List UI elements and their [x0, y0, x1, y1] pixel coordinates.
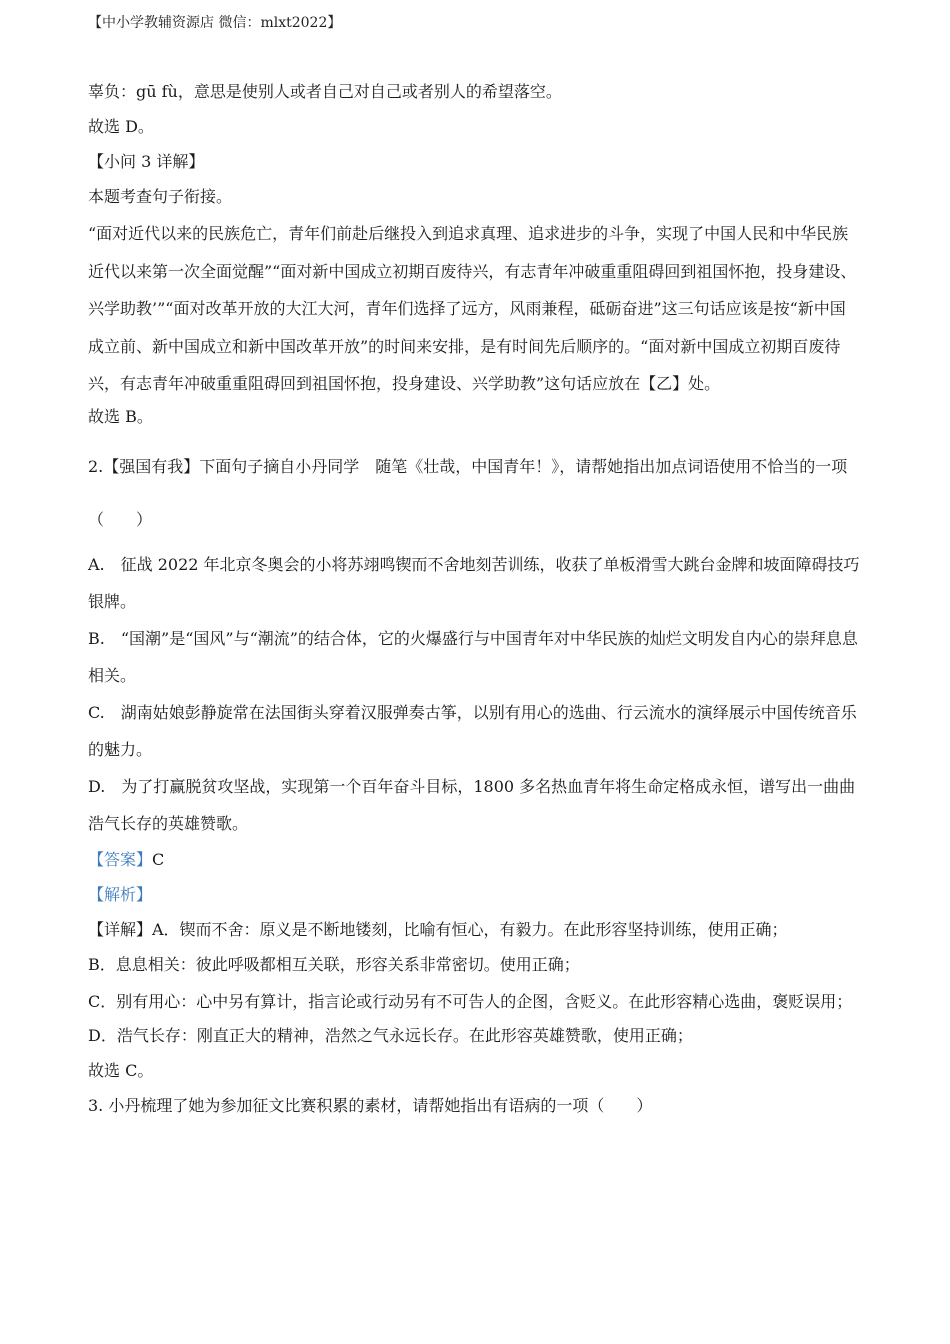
- question-2-option-a: A. 征战 2022 年北京冬奥会的小将苏翊鸣锲而不舍地刻苦训练，收获了单板滑雪大跳台金牌和坡面障碍技巧银牌。: [88, 554, 860, 611]
- answer-row: [88, 848, 860, 872]
- detail-a: 【详解】A．锲而不舍：原义是不断地镂刻，比喻有恒心，有毅力。在此形容坚持训练，使用正确；: [88, 919, 788, 939]
- q3-topic: 本题考查句子衔接。: [88, 187, 233, 206]
- detail-b: B．息息相关：彼此呼吸都相互关联，形容关系非常密切。使用正确；: [88, 954, 580, 974]
- question-2-stem: 2.【强国有我】下面句子摘自小丹同学 随笔《壮哉，中国青年！》，请帮她指出加点词语使用不恰当的一项（ ）: [88, 456, 848, 529]
- answer-label: 【答案】: [88, 849, 153, 869]
- detail-d: D．浩气长存：刚直正大的精神，浩然之气永远长存。在此形容英雄赞歌，使用正确；: [88, 1026, 693, 1045]
- q3-analysis: “面对近代以来的民族危亡，青年们前赴后继投入到追求真理、追求进步的斗争，实现了中国人民和中华民族近代以来第一次全面觉醒”“面对新中国成立初期百废待兴，有志青年冲破重重阻碍回到祖国怀抱，投身建设、兴学助教’”“面对改革开放的大江大河，青年们选择了远方，风雨兼程，砥砺奋进”这三句话应该是按“新中国成立前、新中国成立和新中国改革开放”的时间来安排，是有时间先后顺序的。“面对新中国成立初期百废待兴，有志青年冲破重重阻碍回到祖国怀抱，投身建设、兴学助教”这句话应放在【乙】处。: [88, 224, 857, 393]
- page-header-watermark: 【中小学教辅资源店 微信：mlxt2022】: [88, 15, 342, 31]
- document-body: [88, 80, 860, 1129]
- question-2-option-c: C. 湖南姑娘彭静旋常在法国街头穿着汉服弹奏古筝，以别有用心的选曲、行云流水的演绎展示中国传统音乐的魅力。: [88, 702, 857, 759]
- analysis-label: 【解析】: [88, 884, 153, 904]
- question-2-option-b: B. “国潮”是“国风”与“潮流”的结合体，它的火爆盛行与中国青年对中华民族的灿烂文明发自内心的崇拜息息相关。: [88, 628, 858, 685]
- choose-d: 故选 D。: [88, 117, 154, 136]
- detail-c: C．别有用心：心中另有算计，指言论或行动另有不可告人的企图，含贬义。在此形容精心选曲，褒贬误用；: [88, 991, 853, 1011]
- choose-c: 故选 C。: [88, 1061, 154, 1080]
- gufu-explanation: 辜负：gū fù，意思是使别人或者自己对自己或者别人的希望落空。: [88, 82, 562, 101]
- question-2-option-d: D. 为了打赢脱贫攻坚战，实现第一个百年奋斗目标，1800 多名热血青年将生命定格成永恒，谱写出一曲曲浩气长存的英雄赞歌。: [88, 776, 856, 833]
- q3-detail-heading: 【小问 3 详解】: [88, 152, 205, 171]
- answer-value: C: [152, 849, 165, 869]
- question-3-stem: 3. 小丹梳理了她为参加征文比赛积累的素材，请帮她指出有语病的一项（ ）: [88, 1096, 653, 1115]
- choose-b: 故选 B。: [88, 406, 153, 426]
